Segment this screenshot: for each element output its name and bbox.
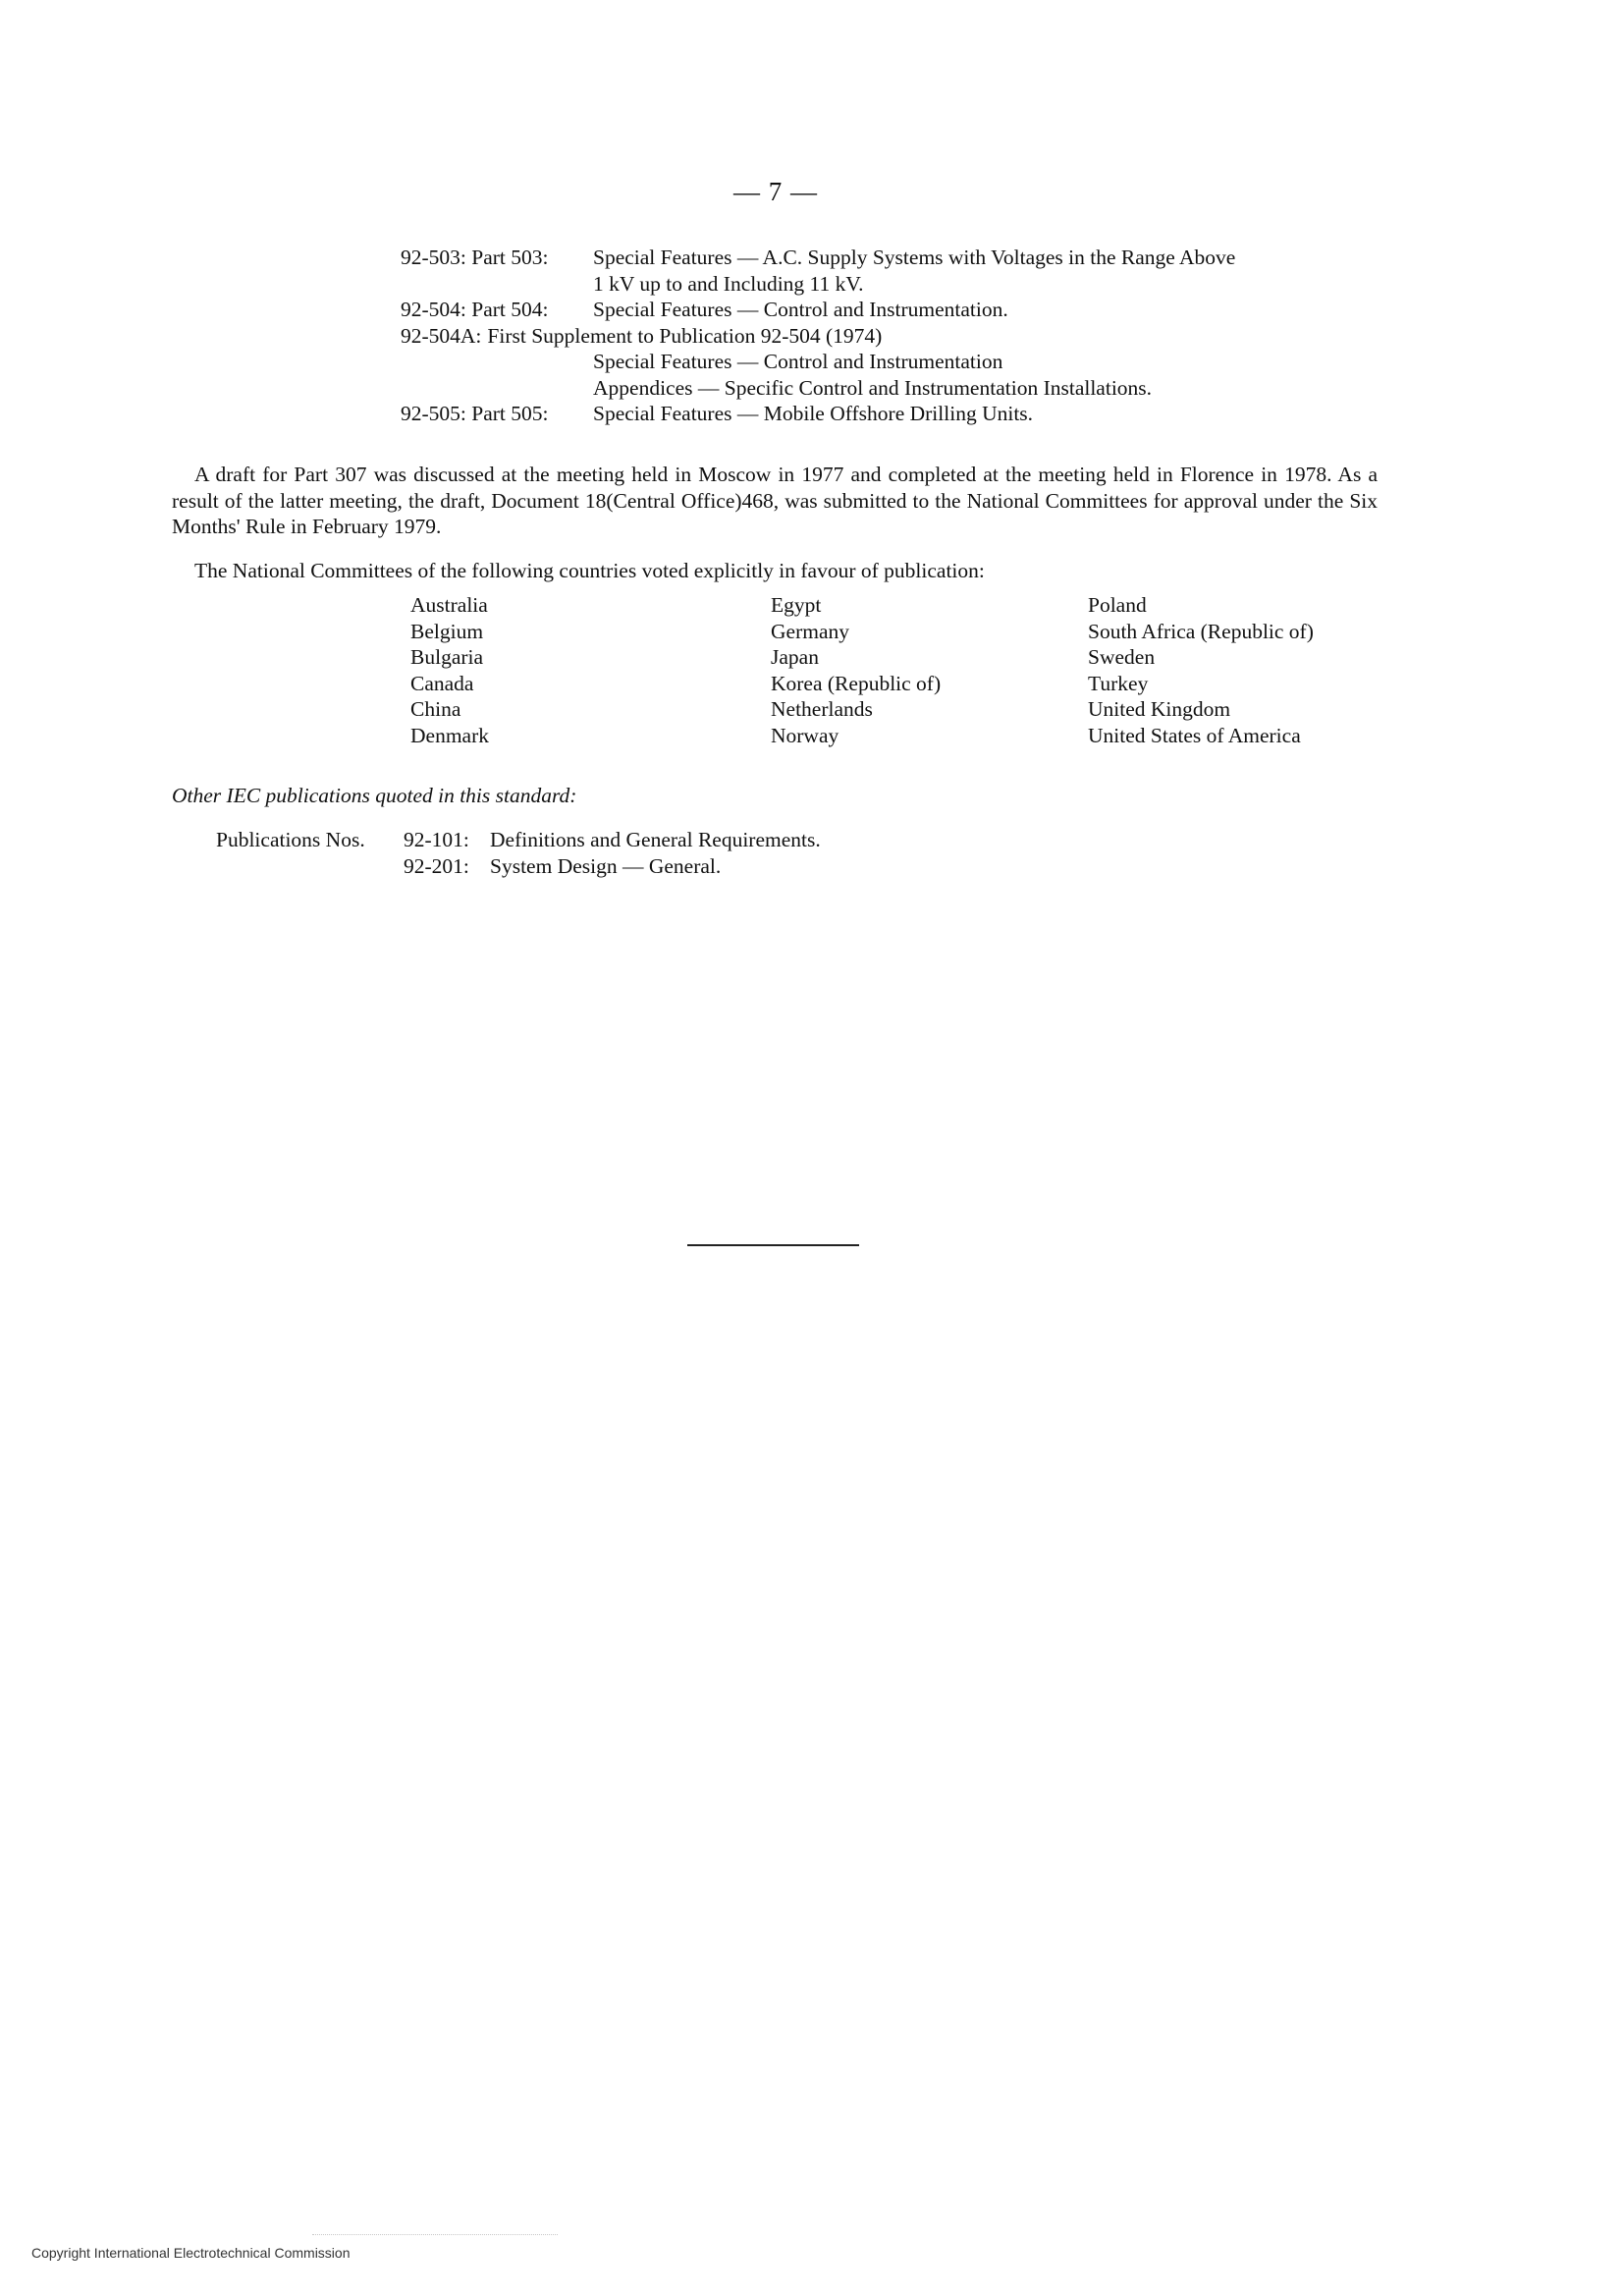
quoted-publications-list bbox=[216, 827, 821, 879]
publication-code bbox=[401, 245, 593, 271]
quoted-publication-code: 92-101: bbox=[404, 828, 469, 851]
country-name: United States of America bbox=[1088, 723, 1301, 747]
country-name: Japan bbox=[771, 645, 819, 669]
publication-title-continuation: Appendices — Specific Control and Instrumentation Installations. bbox=[593, 375, 1153, 400]
section-end-rule bbox=[687, 1244, 859, 1246]
publication-title: Special Features — Mobile Offshore Drilling Units. bbox=[593, 402, 1034, 425]
country-name: Australia bbox=[410, 593, 488, 617]
country-column-1 bbox=[410, 592, 489, 748]
publication-title-continuation: 1 kV up to and Including 11 kV. bbox=[593, 271, 864, 296]
country-name: Poland bbox=[1088, 593, 1147, 617]
publication-entry-92-504a bbox=[401, 323, 1382, 350]
scan-artifact-dots bbox=[312, 2234, 558, 2235]
country-name: United Kingdom bbox=[1088, 697, 1231, 721]
publication-title: Special Features — Control and Instrumentation. bbox=[593, 298, 1008, 321]
country-name: Denmark bbox=[410, 723, 489, 747]
country-name: Sweden bbox=[1088, 645, 1156, 669]
country-name: Belgium bbox=[410, 619, 484, 643]
country-name: Germany bbox=[771, 619, 849, 643]
publication-number: 92-505: bbox=[401, 402, 466, 425]
country-name: Netherlands bbox=[771, 697, 873, 721]
country-name: Egypt bbox=[771, 593, 822, 617]
publication-number: 92-503: bbox=[401, 246, 466, 269]
quoted-publication-code: 92-201: bbox=[404, 853, 469, 878]
quoted-publications-label-spacer bbox=[216, 853, 404, 880]
country-name: Korea (Republic of) bbox=[771, 671, 942, 695]
publication-list bbox=[401, 245, 1382, 427]
other-publications-heading: Other IEC publications quoted in this standard: bbox=[172, 784, 577, 807]
country-name: Bulgaria bbox=[410, 645, 484, 669]
country-name: Turkey bbox=[1088, 671, 1149, 695]
quoted-publications-label: Publications Nos. bbox=[216, 828, 365, 851]
quoted-publication-row bbox=[216, 853, 821, 880]
publication-part: Part 505: bbox=[471, 402, 549, 425]
country-name: Canada bbox=[410, 671, 474, 695]
publication-part: Part 503: bbox=[471, 246, 549, 269]
quoted-publication-title: System Design — General. bbox=[490, 853, 722, 878]
publication-title: Special Features — Control and Instrumentation bbox=[593, 350, 1003, 373]
country-name: South Africa (Republic of) bbox=[1088, 619, 1314, 643]
country-column-2 bbox=[771, 592, 941, 748]
publication-supplement-title: First Supplement to Publication 92-504 (1974) bbox=[487, 323, 883, 348]
publication-number: 92-504A: bbox=[401, 323, 482, 348]
draft-history-paragraph: A draft for Part 307 was discussed at the meeting held in Moscow in 1977 and completed at the meeting held in Florence in 1978. As a result of the latter meeting, the draft, Document 18(Central Office)468, was submitted to the National Committees for approval under the Six Months' Rule in February 1979. bbox=[172, 463, 1378, 538]
publication-code bbox=[401, 401, 593, 427]
publication-number: 92-504: bbox=[401, 298, 466, 321]
publication-entry-92-505 bbox=[401, 401, 1382, 427]
publication-title: Special Features — A.C. Supply Systems with Voltages in the Range Above bbox=[593, 246, 1236, 269]
publication-part: Part 504: bbox=[471, 298, 549, 321]
country-column-3 bbox=[1088, 592, 1314, 748]
quoted-publication-title: Definitions and General Requirements. bbox=[490, 828, 821, 851]
publication-entry-92-503 bbox=[401, 245, 1382, 271]
page-number: — 7 — bbox=[733, 177, 818, 206]
publication-code bbox=[401, 297, 593, 323]
country-name: China bbox=[410, 697, 461, 721]
footer-copyright: Copyright International Electrotechnical Commission bbox=[31, 2245, 351, 2261]
quoted-publication-row bbox=[216, 827, 821, 853]
voting-intro-paragraph: The National Committees of the following countries voted explicitly in favour of publication: bbox=[194, 559, 985, 582]
publication-entry-92-504 bbox=[401, 297, 1382, 323]
country-name: Norway bbox=[771, 723, 839, 747]
